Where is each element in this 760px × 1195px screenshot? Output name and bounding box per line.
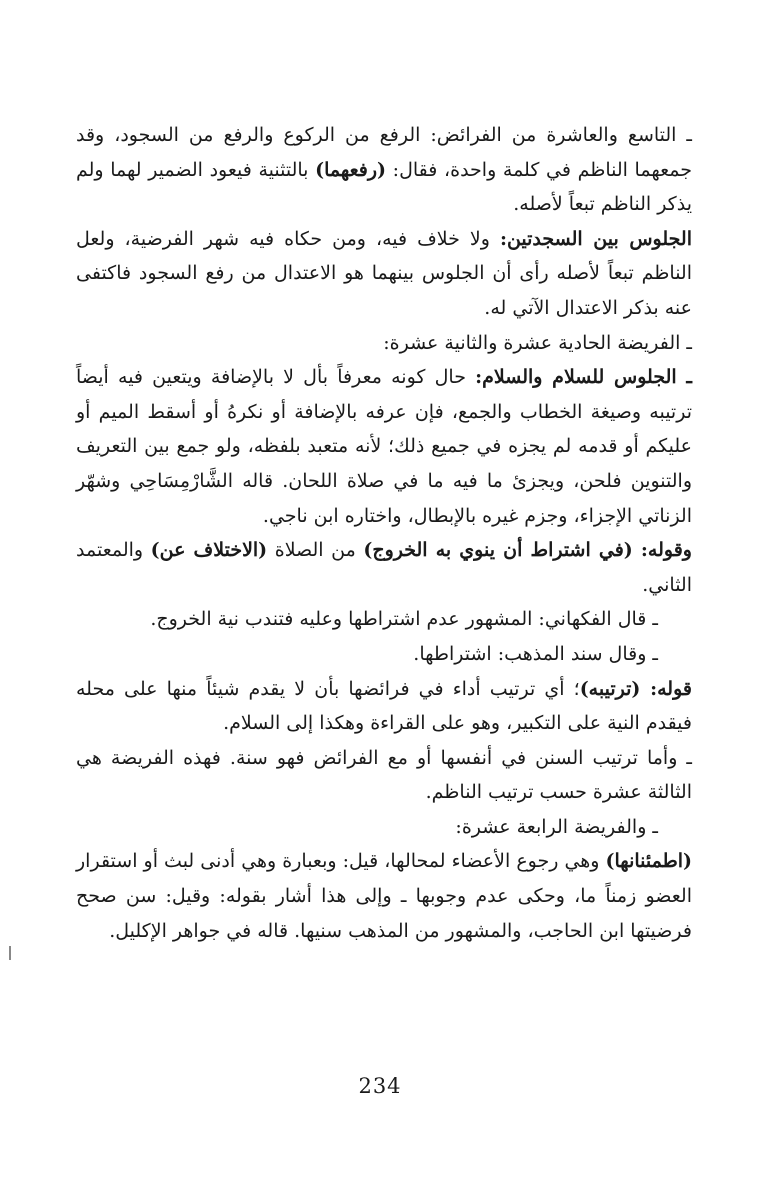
page-body-text bbox=[76, 118, 692, 948]
paragraph-p3 bbox=[76, 326, 692, 361]
paragraph-p1 bbox=[76, 118, 692, 222]
text-segment: ـ وقال سند المذهب: اشتراطها. bbox=[413, 642, 658, 665]
paragraph-p6 bbox=[76, 602, 692, 637]
text-segment: وهي رجوع الأعضاء لمحالها، قيل: وبعبارة وهي أدنى لبث أو استقرار العضو زمناً ما، وحكى عدم وجوبها ـ وإلى هذا أشار بقوله: وقيل: سن صحح فرضيتها ابن الحاجب، والمشهور من المذهب سنيها. قاله في جواهر الإكليل. bbox=[76, 850, 692, 942]
paragraph-p9 bbox=[76, 741, 692, 810]
text-segment: ولا خلاف فيه، ومن حكاه فيه شهر الفرضية، ولعل الناظم تبعاً لأصله رأى أن الجلوس بينهما هو الاعتدال من رفع السجود فاكتفى عنه بذكر الاعتدال الآتي له. bbox=[76, 227, 692, 319]
paragraph-p7 bbox=[76, 637, 692, 672]
bold-text-segment: قوله: bbox=[640, 677, 692, 700]
text-segment: والمعتمد الثاني. bbox=[76, 539, 692, 596]
text-segment: ؛ أي ترتيب أداء في فرائضها بأن لا يقدم شيئاً منها على محله فيقدم النية على التكبير، وهو على القراءة وهكذا إلى السلام. bbox=[76, 677, 692, 735]
text-segment: من الصلاة bbox=[267, 539, 364, 562]
bold-text-segment: الجلوس بين السجدتين: bbox=[499, 227, 692, 250]
margin-mark bbox=[9, 946, 11, 960]
bold-text-segment: ـ الجلوس للسلام والسلام: bbox=[475, 366, 692, 389]
bold-text-segment: (ترتيبه) bbox=[579, 677, 641, 700]
text-segment: بالتثنية فيعود الضمير لهما ولم يذكر الناظم تبعاً لأصله. bbox=[76, 158, 692, 216]
bold-text-segment: (اطمئنانها) bbox=[605, 850, 692, 873]
text-segment: ـ قال الفكهاني: المشهور عدم اشتراطها وعليه فتندب نية الخروج. bbox=[150, 608, 658, 631]
bold-text-segment: وقوله: bbox=[632, 539, 692, 562]
paragraph-p5 bbox=[76, 533, 692, 602]
paragraph-p8 bbox=[76, 672, 692, 741]
text-segment: ـ الفريضة الحادية عشرة والثانية عشرة: bbox=[383, 331, 692, 354]
text-segment: ـ وأما ترتيب السنن في أنفسها أو مع الفرائض فهو سنة. فهذه الفريضة هي الثالثة عشرة حسب ترتيب الناظم. bbox=[76, 746, 692, 804]
text-segment: ـ والفريضة الرابعة عشرة: bbox=[455, 815, 658, 838]
paragraph-p10 bbox=[76, 810, 692, 845]
text-segment: ـ التاسع والعاشرة من الفرائض: الرفع من الركوع والرفع من السجود، وقد جمعهما الناظم في كلمة واحدة، فقال: bbox=[76, 124, 692, 181]
paragraph-p2 bbox=[76, 222, 692, 326]
paragraph-p4 bbox=[76, 360, 692, 533]
bold-text-segment: (رفعهما) bbox=[315, 158, 387, 181]
paragraph-p11 bbox=[76, 844, 692, 948]
bold-text-segment: (في اشتراط أن ينوي به الخروج) bbox=[363, 539, 633, 562]
text-segment: حال كونه معرفاً بأل لا بالإضافة ويتعين فيه أيضاً ترتيبه وصيغة الخطاب والجمع، فإن عرفه بالإضافة أو نكرهُ أو أسقط الميم أو عليكم أو قدمه لم يجزه في جميع ذلك؛ لأنه متعبد بلفظه، ولو جمع بين التعريف والتنوين فلحن، ويجزئ ما فيه ما في صلاة اللحان. قاله الشَّارْمِسَاحِي وشهّر الزناتي الإجزاء، وجزم غيره بالإبطال، واختاره ابن ناجي. bbox=[76, 366, 692, 527]
bold-text-segment: (الاختلاف عن) bbox=[150, 539, 268, 562]
page-number: 234 bbox=[358, 1074, 402, 1098]
